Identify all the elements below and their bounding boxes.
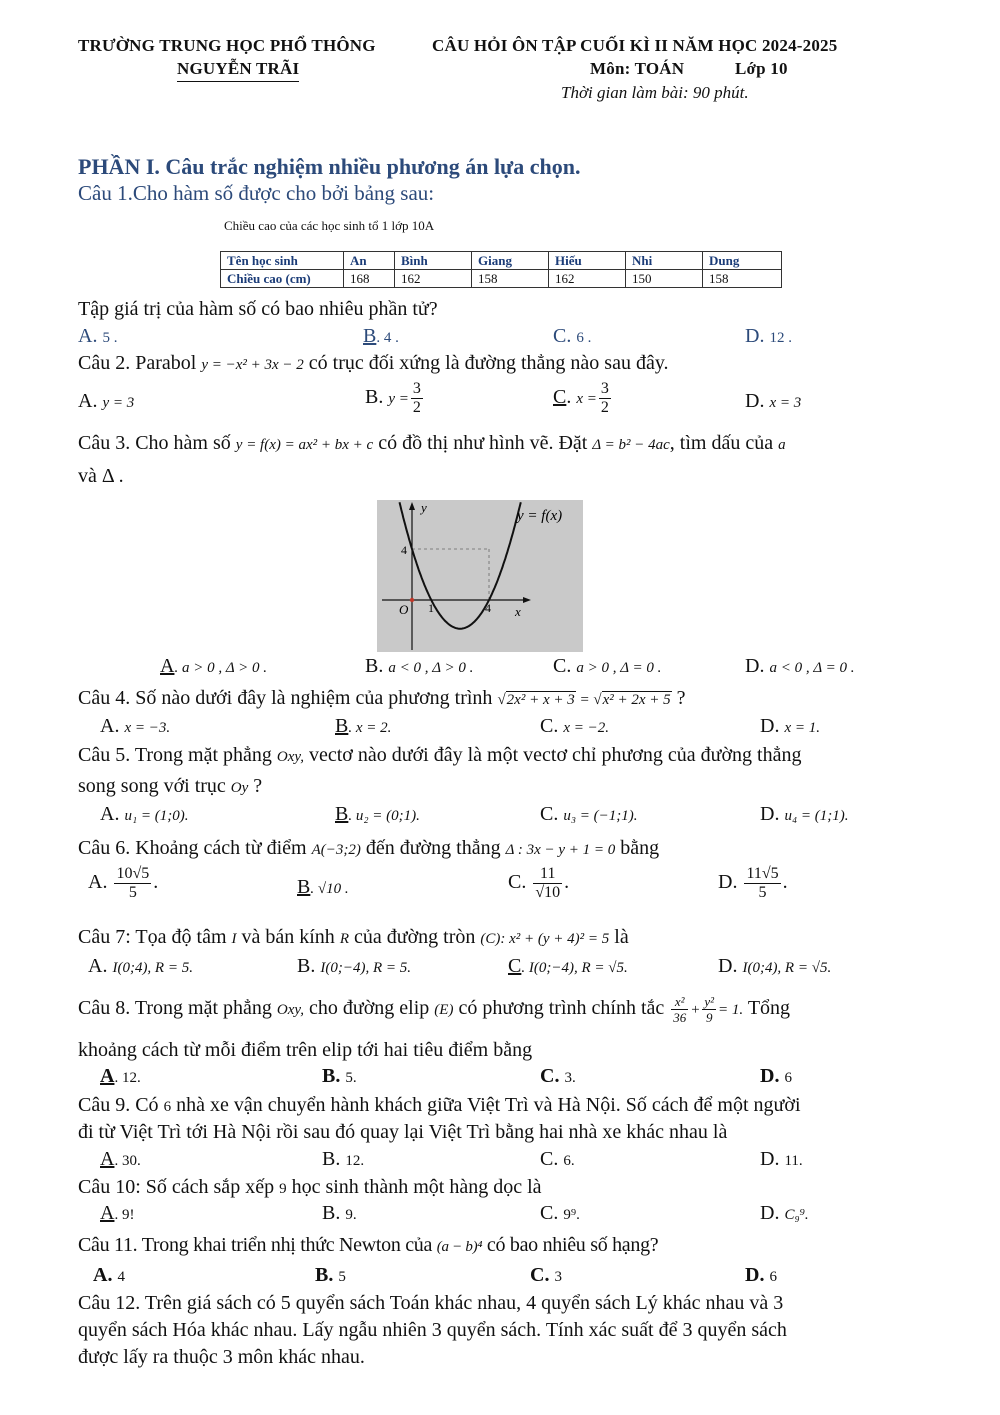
q10-option-b: B. 9. <box>322 1202 357 1224</box>
q2-option-d: D. x = 3 <box>745 390 802 412</box>
origin-point <box>410 598 414 602</box>
q3-option-a: A. a > 0 , Δ > 0 . <box>160 655 267 677</box>
exam-title: CÂU HỎI ÔN TẬP CUỐI KÌ II NĂM HỌC 2024-2025 <box>432 36 838 55</box>
q10-option-c: C. 9⁹. <box>540 1202 580 1224</box>
x-tick-label: 4 <box>485 601 491 615</box>
q7-option-d: D. I(0;4), R = √5. <box>718 955 832 977</box>
q3-stem: Câu 3. Cho hàm số y = f(x) = ax² + bx + c có đồ thị như hình vẽ. Đặt Δ = b² − 4ac, tìm dấu của a <box>78 432 786 454</box>
q8-option-d: D. 6 <box>760 1065 792 1087</box>
table-cell: 168 <box>344 270 395 288</box>
y-tick-label: 4 <box>401 543 407 557</box>
table-header-cell: Nhi <box>626 252 703 270</box>
q2-option-a: A. y = 3 <box>78 390 135 412</box>
table-header-cell: Hiếu <box>549 252 626 270</box>
q1-table-caption: Chiều cao của các học sinh tổ 1 lớp 10A <box>224 218 435 233</box>
q8-option-c: C. 3. <box>540 1065 576 1087</box>
q3-parabola-graph <box>377 500 583 652</box>
exam-subject: Môn: TOÁN <box>590 59 685 78</box>
q1-option-c: C. 6 . <box>553 325 592 347</box>
table-cell: 158 <box>472 270 549 288</box>
q9-option-c: C. 6. <box>540 1148 575 1170</box>
q2-option-b: B. y = $\frac{3}{2}$ <box>365 380 421 416</box>
q1-option-a: A. 5 . <box>78 325 118 347</box>
q6-stem: Câu 6. Khoảng cách từ điểm A(−3;2) đến đường thẳng Δ : 3x − y + 1 = 0 bằng <box>78 837 660 859</box>
q3-option-c: C. a > 0 , Δ = 0 . <box>553 655 662 677</box>
q4-stem: Câu 4. Số nào dưới đây là nghiệm của phương trình √2x² + x + 3 = √x² + 2x + 5 ? <box>78 687 686 709</box>
q8-stem: Câu 8. Trong mặt phẳng Oxy, cho đường elip (E) có phương trình chính tắc $\frac{\text{x²}}{36}$ + $\frac{\text{y²}}{9}$ = 1. Tổng <box>78 994 791 1025</box>
q12-stem-line2: quyển sách Hóa khác nhau. Lấy ngẫu nhiên 3 quyển sách. Tính xác suất để 3 quyển sách <box>78 1319 787 1341</box>
q1-height-table <box>220 251 782 288</box>
q9-option-d: D. 11. <box>760 1148 803 1170</box>
table-label-cell: Chiều cao (cm) <box>221 270 344 288</box>
q9-option-b: B. 12. <box>322 1148 365 1170</box>
table-cell: 162 <box>549 270 626 288</box>
x-axis-label: x <box>515 604 521 619</box>
table-row <box>221 252 782 270</box>
q8-option-a: A. 12. <box>100 1065 141 1087</box>
q6-option-c: C. $\frac{11}{√10}$ . <box>508 865 570 901</box>
q9-option-a: A. 30. <box>100 1148 141 1170</box>
q12-stem-line1: Câu 12. Trên giá sách có 5 quyển sách Toán khác nhau, 4 quyển sách Lý khác nhau và 3 <box>78 1292 784 1314</box>
q7-option-c: C. I(0;−4), R = √5. <box>508 955 628 977</box>
q8-stem-line2: khoảng cách từ mỗi điểm trên elip tới hai tiêu điểm bằng <box>78 1039 533 1061</box>
q3-option-d: D. a < 0 , Δ = 0 . <box>745 655 855 677</box>
q3-stem-line2: và Δ . <box>78 465 124 487</box>
q2-option-c: C. x = $\frac{3}{2}$ <box>553 380 609 416</box>
q5-stem: Câu 5. Trong mặt phẳng Oxy, vectơ nào dưới đây là một vectơ chỉ phương của đường thẳng <box>78 744 802 766</box>
q4-option-a: A. x = −3. <box>100 715 171 737</box>
q5-option-d: D. u₄ = (1;1). <box>760 803 849 825</box>
q9-stem: Câu 9. Có 6 nhà xe vận chuyển hành khách giữa Việt Trì và Hà Nội. Số cách để một người <box>78 1094 801 1116</box>
table-header-cell: Tên học sinh <box>221 252 344 270</box>
section-title: PHẦN I. Câu trắc nghiệm nhiều phương án lựa chọn. <box>78 154 581 179</box>
school-name-line1: TRƯỜNG TRUNG HỌC PHỔ THÔNG <box>78 36 376 55</box>
q11-option-d: D. 6 <box>745 1264 777 1286</box>
q5-option-a: A. u₁ = (1;0). <box>100 803 189 825</box>
table-cell: 162 <box>395 270 472 288</box>
q8-option-b: B. 5. <box>322 1065 357 1087</box>
q5-option-b: B. u₂ = (0;1). <box>335 803 420 825</box>
q1-option-b: B. 4 . <box>363 325 399 347</box>
origin-label: O <box>399 602 409 617</box>
q10-option-d: D. C₉⁹. <box>760 1202 809 1224</box>
x-tick-label: 1 <box>428 601 434 615</box>
q4-option-b: B. x = 2. <box>335 715 392 737</box>
q12-stem-line3: được lấy ra thuộc 3 môn khác nhau. <box>78 1346 365 1368</box>
q10-option-a: A. 9! <box>100 1202 135 1224</box>
q2-stem: Câu 2. Parabol y = −x² + 3x − 2 có trục đối xứng là đường thẳng nào sau đây. <box>78 352 669 374</box>
q7-option-b: B. I(0;−4), R = 5. <box>297 955 411 977</box>
exam-duration: Thời gian làm bài: 90 phút. <box>561 83 749 102</box>
q1-stem: Câu 1.Cho hàm số được cho bởi bảng sau: <box>78 181 435 205</box>
q11-option-c: C. 3 <box>530 1264 562 1286</box>
q3-option-b: B. a < 0 , Δ > 0 . <box>365 655 474 677</box>
q6-option-d: D. $\frac{11√5}{5}$ . <box>718 865 788 901</box>
q6-option-b: B. √10 . <box>297 876 349 898</box>
table-cell: 158 <box>703 270 782 288</box>
q6-option-a: A. $\frac{10√5}{5}$ . <box>88 865 159 901</box>
q7-stem: Câu 7: Tọa độ tâm I và bán kính R của đường tròn (C): x² + (y + 4)² = 5 là <box>78 926 629 948</box>
q4-option-d: D. x = 1. <box>760 715 820 737</box>
q9-stem-line2: đi từ Việt Trì tới Hà Nội rồi sau đó quay lại Việt Trì bằng hai nhà xe khác nhau là <box>78 1121 728 1143</box>
table-row <box>221 270 782 288</box>
q4-option-c: C. x = −2. <box>540 715 609 737</box>
q7-option-a: A. I(0;4), R = 5. <box>88 955 193 977</box>
q11-option-a: A. 4 <box>93 1264 125 1286</box>
table-cell: 150 <box>626 270 703 288</box>
q10-stem: Câu 10: Số cách sắp xếp 9 học sinh thành một hàng dọc là <box>78 1176 542 1198</box>
y-axis-label: y <box>421 500 427 515</box>
school-name-line2: NGUYỄN TRÃI <box>177 59 299 82</box>
q11-stem: Câu 11. Trong khai triển nhị thức Newton của (a − b)⁴ có bao nhiêu số hạng? <box>78 1234 659 1256</box>
table-header-cell: Dung <box>703 252 782 270</box>
q5-option-c: C. u₃ = (−1;1). <box>540 803 638 825</box>
exam-grade: Lớp 10 <box>735 59 788 78</box>
function-label: y = f(x) <box>517 508 563 524</box>
q5-stem-line2: song song với trục Oy ? <box>78 775 263 797</box>
table-header-cell: Giang <box>472 252 549 270</box>
q11-option-b: B. 5 <box>315 1264 346 1286</box>
table-header-cell: An <box>344 252 395 270</box>
q1-question: Tập giá trị của hàm số có bao nhiêu phần tử? <box>78 298 438 320</box>
q1-option-d: D. 12 . <box>745 325 792 347</box>
table-header-cell: Bình <box>395 252 472 270</box>
